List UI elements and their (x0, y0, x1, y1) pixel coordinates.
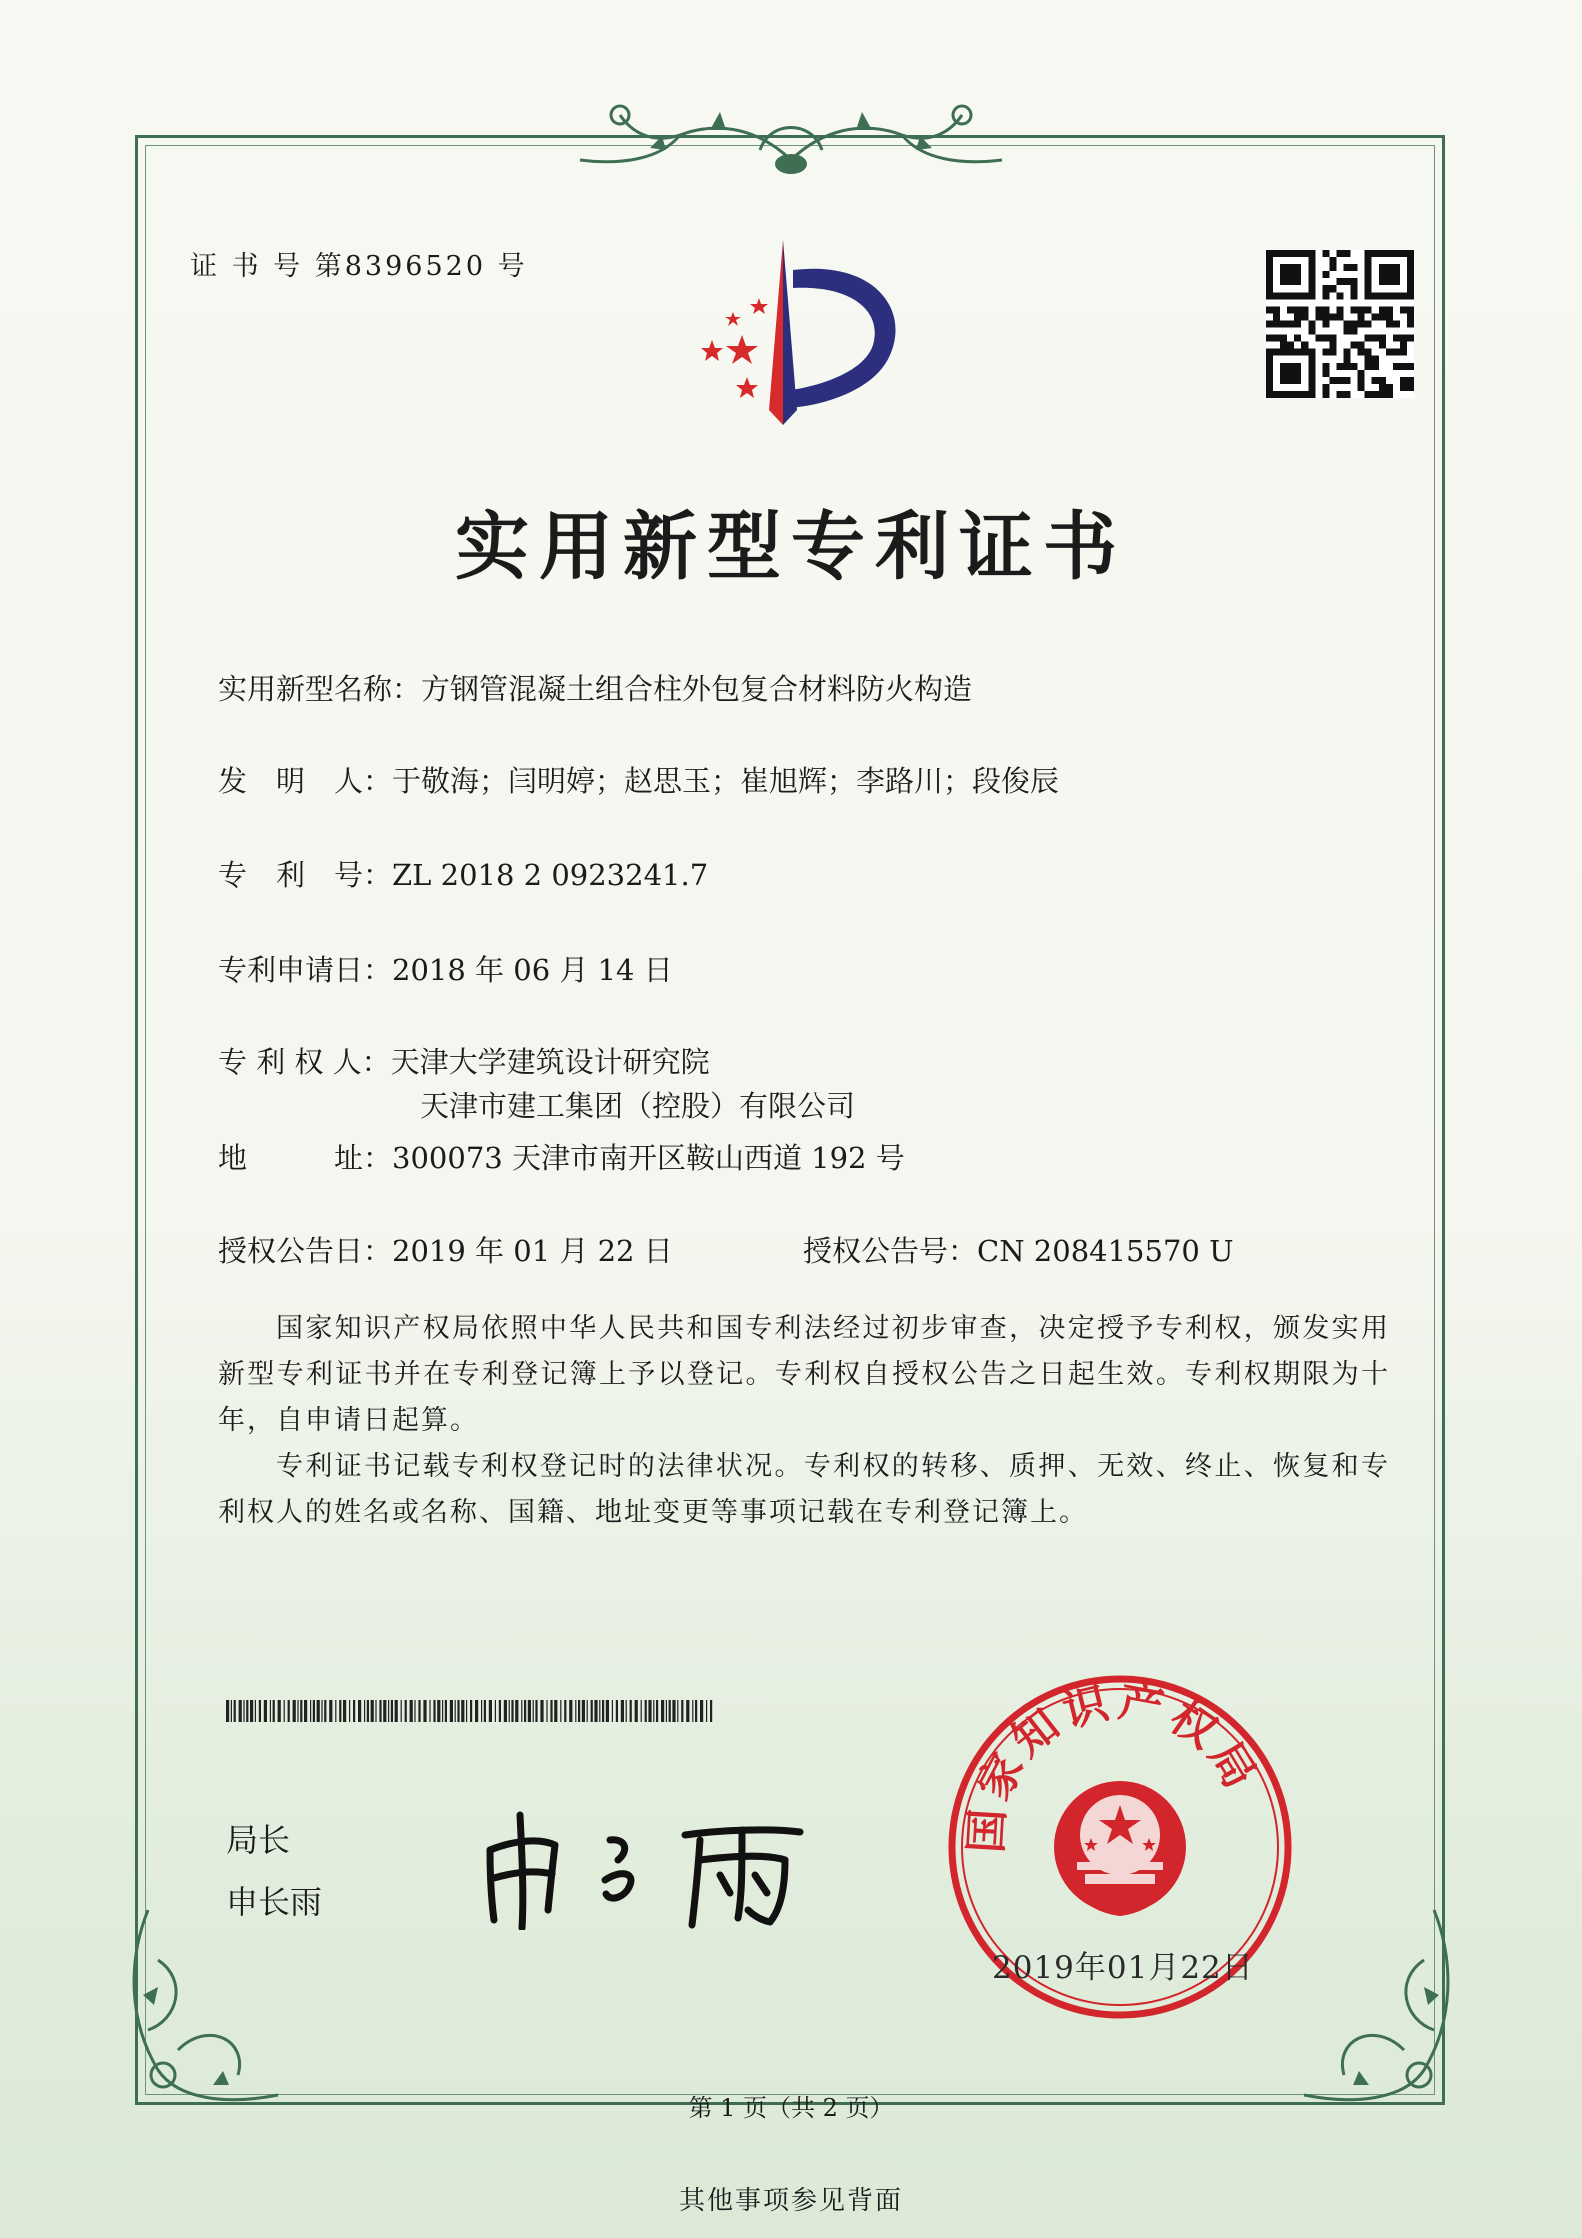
address-row (218, 1136, 905, 1180)
grant-number-value: CN 208415570 U (977, 1234, 1234, 1268)
patentee-row-2 (420, 1084, 855, 1128)
qr-code (1262, 250, 1418, 398)
filing-date-label: 专利申请日： (218, 953, 393, 987)
address-value: 300073 天津市南开区鞍山西道 192 号 (392, 1141, 905, 1175)
patent-office-logo-icon (685, 240, 925, 430)
patent-number-row (218, 853, 708, 897)
certificate-number-value: 8396520 (344, 251, 486, 282)
seal-date: 2019年01月22日 (992, 1950, 1254, 1986)
patentee-row (218, 1040, 710, 1084)
statement-paragraph-2: 专利证书记载专利权登记时的法律状况。专利权的转移、质押、无效、终止、恢复和专利权人的姓名或名称、国籍、地址变更等事项记载在专利登记簿上。 (218, 1451, 1390, 1528)
grant-date-row (218, 1229, 673, 1273)
svg-text:国家知识产权局: 国家知识产权局 (960, 1675, 1269, 1855)
certificate-title: 实用新型专利证书 (455, 504, 1127, 590)
statement-paragraph-1: 国家知识产权局依照中华人民共和国专利法经过初步审查，决定授予专利权，颁发实用新型专利证书并在专利登记簿上予以登记。专利权自授权公告之日起生效。专利权期限为十年，自申请日起算。 (218, 1313, 1390, 1436)
filing-date-value: 2018 年 06 月 14 日 (392, 953, 673, 987)
patent-number-label: 专 利 号： (218, 858, 393, 892)
certificate-number-label: 证 书 号 第 (190, 251, 345, 282)
utility-model-name-label: 实用新型名称： (218, 672, 422, 706)
inventor-row (218, 759, 1059, 803)
patent-number-value: ZL 2018 2 0923241.7 (392, 858, 709, 892)
certificate-number-suffix: 号 (497, 251, 528, 282)
address-label: 地 址： (218, 1141, 393, 1175)
bottom-left-ornament-icon (118, 1900, 308, 2110)
top-ornament-icon (560, 90, 1022, 180)
director-name: 申长雨 (226, 1883, 323, 1921)
certificate-number (190, 244, 528, 283)
grant-date-label: 授权公告日： (218, 1234, 393, 1268)
filing-date-row (218, 948, 673, 992)
bottom-right-ornament-icon (1274, 1900, 1464, 2110)
utility-model-name-row (218, 667, 972, 711)
inventor-value: 于敬海；闫明婷；赵思玉；崔旭辉；李路川；段俊辰 (392, 764, 1060, 798)
director-signature (480, 1810, 810, 1930)
grant-number-row (803, 1229, 1234, 1273)
barcode (226, 1700, 716, 1722)
inventor-label: 发 明 人： (218, 764, 393, 798)
patentee-label: 专 利 权 人： (218, 1045, 391, 1079)
footer-note: 其他事项参见背面 (678, 2186, 903, 2216)
grant-number-label: 授权公告号： (803, 1234, 978, 1268)
grant-date-value: 2019 年 01 月 22 日 (392, 1234, 673, 1268)
director-title: 局长 (226, 1821, 291, 1859)
patentee-value-1: 天津大学建筑设计研究院 (390, 1045, 710, 1079)
page-number: 第 1 页（共 2 页） (688, 2094, 894, 2122)
utility-model-name-value: 方钢管混凝土组合柱外包复合材料防火构造 (421, 672, 973, 706)
patentee-value-2: 天津市建工集团（控股）有限公司 (420, 1089, 856, 1123)
